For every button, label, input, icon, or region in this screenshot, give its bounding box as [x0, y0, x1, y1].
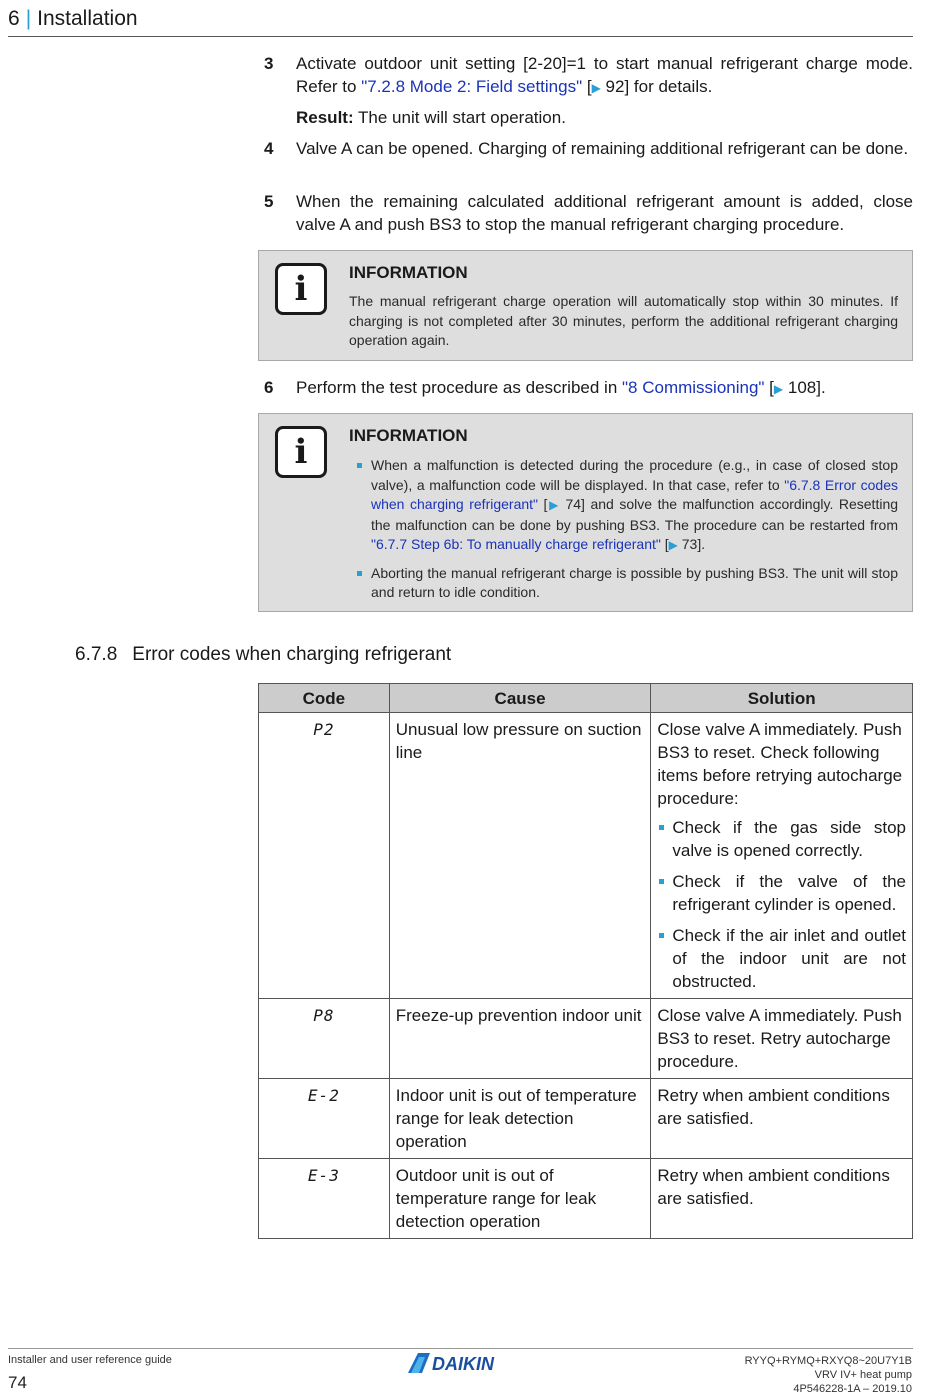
step-5 [264, 190, 913, 236]
footer-product-info [745, 1354, 912, 1396]
error-cause: Indoor unit is out of temperature range for leak detection operation [389, 1079, 651, 1159]
page-ref-arrow-icon[interactable]: ▶ [773, 382, 784, 396]
table-header-row [259, 684, 913, 713]
page-ref-arrow-icon[interactable]: ▶ [668, 538, 678, 552]
list-item: Check if the gas side stop valve is opened correctly. [657, 816, 906, 862]
logo-text: DAIKIN [432, 1354, 494, 1374]
step-3 [264, 52, 913, 100]
list-item: Check if the air inlet and outlet of the indoor unit are not obstructed. [657, 924, 906, 993]
section-heading [75, 644, 451, 666]
result-label: Result: [296, 108, 354, 127]
column-header-solution: Solution [651, 684, 913, 713]
step-text: Perform the test procedure as described in "8 Commissioning" [▶ 108]. [296, 378, 826, 397]
error-cause: Unusual low pressure on suction line [389, 713, 651, 999]
page-ref-arrow-icon[interactable]: ▶ [591, 81, 601, 95]
step-4 [264, 137, 913, 160]
table-row [259, 1159, 913, 1239]
information-icon: i [275, 263, 327, 315]
link-step-6b[interactable]: "6.7.7 Step 6b: To manually charge refrigerant" [371, 536, 661, 552]
link-error-codes[interactable]: "6.7.8 Error codes when charging refrigerant" [371, 476, 899, 512]
list-item: When a malfunction is detected during the procedure (e.g., in case of closed stop valve), a malfunction code will be displayed. In that case, refer to "6.7.8 Error codes when charging refrigerant" [▶ 74] and solve the malfunction accordingly. Resetting the malfunction can be done by pushing BS3. The procedure can be restarted from "6.7.7 Step 6b: To manually charge refrigerant" [▶ 73]. [349, 456, 898, 556]
footer-divider [8, 1348, 913, 1349]
error-codes-table [258, 683, 913, 1239]
chapter-number: 6 [8, 7, 20, 30]
link-commissioning[interactable]: "8 Commissioning" [622, 378, 765, 397]
step-number: 3 [264, 54, 274, 73]
error-cause: Freeze-up prevention indoor unit [389, 999, 651, 1079]
result-line: Result: The unit will start operation. [296, 108, 566, 127]
footer-product: VRV IV+ heat pump [814, 1369, 912, 1381]
error-cause: Outdoor unit is out of temperature range for leak detection operation [389, 1159, 651, 1239]
table-row [259, 999, 913, 1079]
information-box-2 [258, 413, 913, 612]
column-header-cause: Cause [389, 684, 651, 713]
page-ref-arrow-icon[interactable]: ▶ [547, 498, 560, 512]
column-header-code: Code [259, 684, 390, 713]
chapter-title: Installation [37, 7, 138, 30]
solution-checklist [657, 816, 906, 993]
step-text: When the remaining calculated additional refrigerant amount is added, close valve A and push BS3 to stop the manual refrigerant charging procedure. [296, 192, 913, 234]
error-solution: Close valve A immediately. Push BS3 to reset. Retry autocharge procedure. [651, 999, 913, 1079]
separator: | [25, 7, 32, 30]
list-item: Check if the valve of the refrigerant cylinder is opened. [657, 870, 906, 916]
step-6 [264, 376, 913, 401]
link-mode2-field-settings[interactable]: "7.2.8 Mode 2: Field settings" [361, 77, 583, 96]
chapter-heading [8, 7, 138, 31]
section-number: 6.7.8 [75, 644, 118, 665]
table-row [259, 713, 913, 999]
error-solution: Retry when ambient conditions are satisfied. [651, 1079, 913, 1159]
error-solution: Close valve A immediately. Push BS3 to reset. Check following items before retrying autocharge procedure: Check if the gas side stop valve is opened correctly. Check if the valve of the refrigerant cylinder is opened. Check if the air inlet and outlet of the indoor unit are not obstructed. [651, 713, 913, 999]
step-text: Valve A can be opened. Charging of remaining additional refrigerant can be done. [296, 139, 909, 158]
information-text: The manual refrigerant charge operation will automatically stop within 30 minutes. If charging is not completed after 30 minutes, perform the additional refrigerant charging operation again. [349, 293, 898, 348]
footer-guide-title: Installer and user reference guide [8, 1354, 172, 1366]
information-list [349, 456, 898, 603]
step-number: 5 [264, 192, 274, 211]
error-code: P2 [259, 713, 390, 999]
step-text: Activate outdoor unit setting [2-20]=1 to start manual refrigerant charge mode. Refer to "7.2.8 Mode 2: Field settings" [▶ 92] for details. [296, 54, 913, 96]
information-box-1 [258, 250, 913, 361]
daikin-logo-icon [408, 1352, 512, 1374]
information-title: INFORMATION [349, 263, 468, 282]
footer-doc-number: 4P546228-1A – 2019.10 [793, 1383, 912, 1395]
step-number: 4 [264, 139, 274, 158]
page-number: 74 [8, 1373, 27, 1392]
error-code: P8 [259, 999, 390, 1079]
footer-model: RYYQ+RYMQ+RXYQ8~20U7Y1B [744, 1355, 912, 1367]
information-icon: i [275, 426, 327, 478]
step-number: 6 [264, 378, 274, 397]
error-code: E-2 [259, 1079, 390, 1159]
list-item: Aborting the manual refrigerant charge is possible by pushing BS3. The unit will stop and return to idle condition. [349, 564, 898, 603]
error-code: E-3 [259, 1159, 390, 1239]
information-body [349, 456, 898, 611]
error-solution: Retry when ambient conditions are satisfied. [651, 1159, 913, 1239]
table-row [259, 1079, 913, 1159]
page-header [8, 6, 913, 37]
section-title: Error codes when charging refrigerant [132, 644, 452, 665]
information-title: INFORMATION [349, 426, 468, 445]
